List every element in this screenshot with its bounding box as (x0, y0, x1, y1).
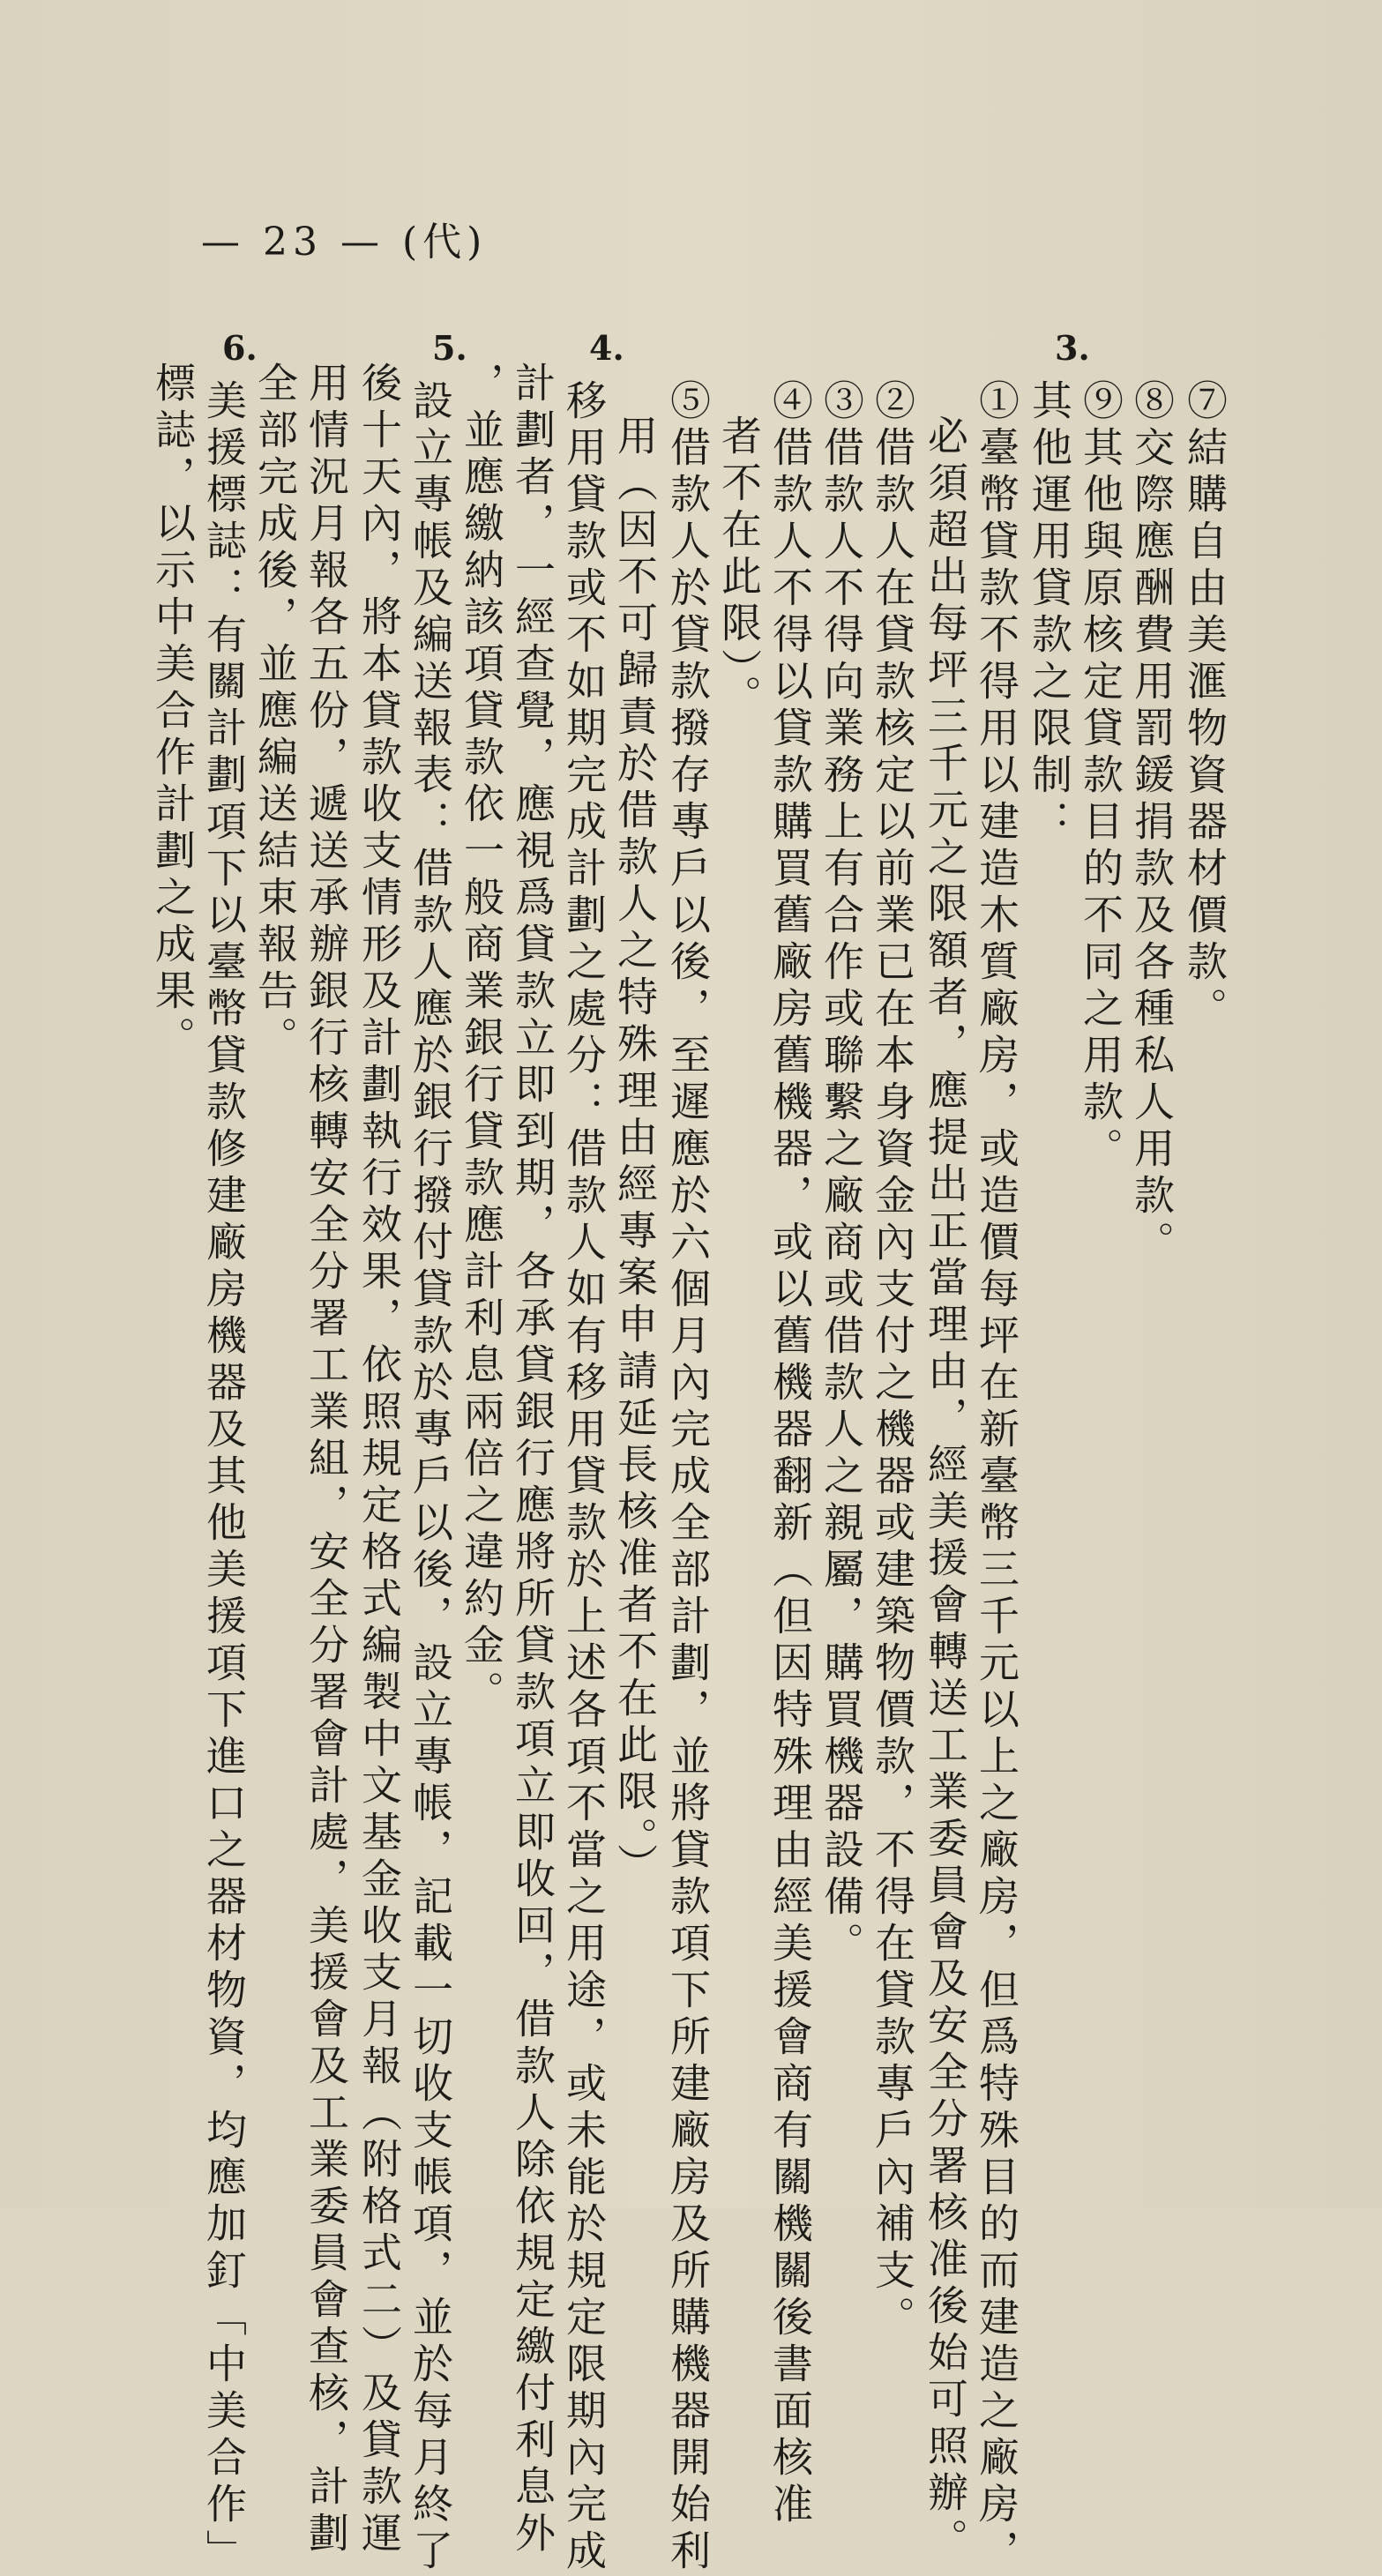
text-column: 其他運用貸款之限制： (1026, 379, 1073, 847)
text-column: 移用貸款或不如期完成計劃之處分：借款人如有移用貸款於上述各項不當之用途，或未能於規定限期內完成 (560, 379, 608, 2576)
text-column: ⑧交際應酬費用罰鍰捐款及各種私人用款。 (1128, 379, 1176, 1267)
item-number-4: 4. (589, 328, 624, 368)
text-column: 標誌，以示中美合作計劃之成果。 (149, 362, 197, 1063)
text-column: 全部完成後，並應編送結束報告。 (251, 362, 299, 1063)
text-column: ⑦結購自由美滙物資器材價款。 (1181, 379, 1229, 1034)
text-column: ⑤借款人於貸款撥存專戶以後，至遲應於六個月內完成全部計劃，並將貸款項下所建廠房及所購機器開始利 (664, 379, 712, 2576)
text-column: 設立專帳及編送報表：借款人應於銀行撥付貸款於專戶以後，設立專帳，記載一切收支帳項，並於每月終了 (407, 379, 454, 2576)
item-number-5: 5. (432, 328, 467, 368)
text-column: ⑨其他與原核定貸款目的不同之用款。 (1077, 379, 1124, 1174)
text-column: 計劃者，一經查覺，應視爲貸款立即到期，各承貸銀行應將所貸款項立即收回，借款人除依規定繳付利息外 (509, 362, 557, 2558)
text-column: ④借款人不得以貸款購買舊廠房舊機器，或以舊機器翻新（但因特殊理由經美援會商有關機關後書面核准 (766, 379, 814, 2529)
text-column: 美援標誌：有關計劃項下以臺幣貸款修建廠房機器及其他美援項下進口之器材物資，均應加釘「中美合作」 (200, 379, 248, 2576)
text-column: 用（因不可歸責於借款人之特殊理由經專案申請延長核准者不在此限。） (611, 414, 659, 1890)
text-column: 者不在此限）。 (715, 414, 763, 721)
text-column: ③借款人不得向業務上有合作或聯繫之廠商或借款人之親屬，購買機器設備。 (818, 379, 865, 1968)
item-number-6: 6. (222, 328, 258, 368)
text-column: 用情況月報各五份，遞送承辦銀行核轉安全分署工業組，安全分署會計處，美援會及工業委員會查核，計劃 (303, 362, 350, 2558)
text-column: ②借款人在貸款核定以前業已在本身資金內支付之機器或建築物價款，不得在貸款專戶內補支。 (869, 379, 916, 2342)
text-column: ，並應繳納該項貸款依一般商業銀行貸款應計利息兩倍之違約金。 (458, 362, 505, 1717)
text-column: 後十天內，將本貸款收支情形及計劃執行效果，依照規定格式編製中文基金收支月報（附格式二）及貸款運 (355, 362, 403, 2558)
item-number-3: 3. (1055, 328, 1090, 368)
text-column: 必須超出每坪三千元之限額者，應提出正當理由，經美援會轉送工業委員會及安全分署核准後始可照辦。 (922, 414, 969, 2565)
page-header: — 23 — (代) (201, 220, 488, 265)
text-column: ①臺幣貸款不得用以建造木質廠房，或造價每坪在新臺幣三千元以上之廠房，但爲特殊目的而建造之廠房， (973, 379, 1020, 2576)
